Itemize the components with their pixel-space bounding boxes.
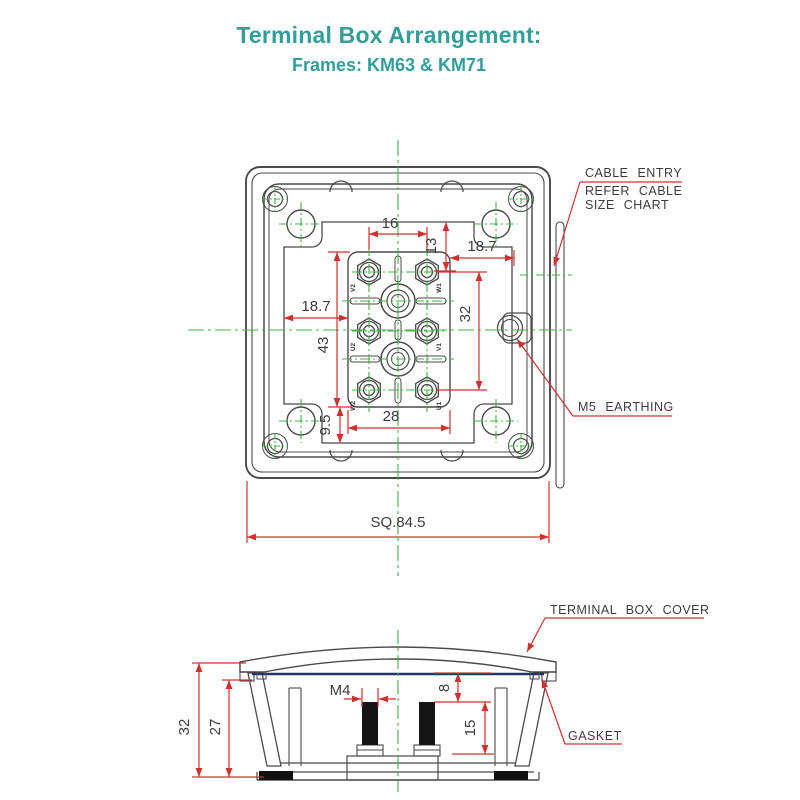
callout-earthing	[517, 339, 674, 416]
dim-m4-text: M4	[329, 682, 351, 699]
side-view	[176, 603, 710, 792]
cable-entry-text-1: CABLE ENTRY	[585, 166, 683, 180]
dim-18-7-left-text: 18.7	[301, 298, 331, 315]
terminal-label-v2: V2	[350, 284, 357, 292]
terminal-label-v1: V1	[436, 343, 443, 351]
dim-9-5-text: 9.5	[317, 414, 334, 436]
dim-28	[348, 408, 450, 434]
cover-callout-text: TERMINAL BOX COVER	[550, 603, 710, 617]
side-view-dimensions	[176, 663, 494, 777]
top-view	[188, 140, 682, 576]
terminal-label-u1: U1	[436, 401, 443, 411]
left-foot	[259, 771, 293, 780]
dim-overall-32-text: 32	[176, 718, 193, 736]
dim-28-text: 28	[382, 408, 400, 425]
dim-13	[423, 222, 456, 271]
cable-entry-plate	[556, 222, 564, 488]
dim-8-text: 8	[436, 683, 453, 693]
right-wall-section	[515, 673, 548, 766]
dim-15	[452, 702, 494, 754]
terminal-block	[348, 252, 450, 411]
callout-gasket	[542, 679, 622, 744]
stud-right	[419, 702, 435, 745]
callout-cable-entry	[554, 166, 682, 266]
dim-18-7-right-text: 18.7	[467, 238, 497, 255]
dim-inner-27-text: 27	[207, 718, 224, 736]
earthing-text: M5 EARTHING	[578, 400, 674, 414]
cable-entry-text-3: SIZE CHART	[585, 198, 670, 212]
dim-32-text: 32	[457, 305, 474, 323]
earthing-boss	[498, 313, 532, 343]
dim-18-7-left	[284, 298, 348, 318]
stud-left	[362, 702, 378, 745]
terminal-label-w2: W2	[350, 401, 357, 411]
dim-18-7-right	[450, 238, 514, 266]
pedestal	[347, 756, 438, 780]
right-foot	[494, 771, 528, 780]
page-title: Terminal Box Arrangement:	[236, 22, 542, 48]
callout-cover	[527, 603, 710, 652]
terminal-label-w1: W1	[436, 283, 443, 293]
page-subtitle: Frames: KM63 & KM71	[291, 55, 487, 75]
dim-inner-27	[207, 680, 252, 777]
dim-15-text: 15	[462, 719, 479, 737]
dim-43-text: 43	[315, 336, 332, 354]
dim-8	[434, 673, 491, 702]
dim-13-text: 13	[423, 237, 440, 255]
dim-16-text: 16	[381, 215, 399, 232]
dim-square-text: SQ.84.5	[370, 514, 426, 531]
gasket-callout-text: GASKET	[568, 729, 622, 743]
left-wall-section	[248, 673, 281, 766]
terminal-label-u2: U2	[350, 342, 357, 352]
cable-entry-text-2: REFER CABLE	[585, 184, 683, 198]
